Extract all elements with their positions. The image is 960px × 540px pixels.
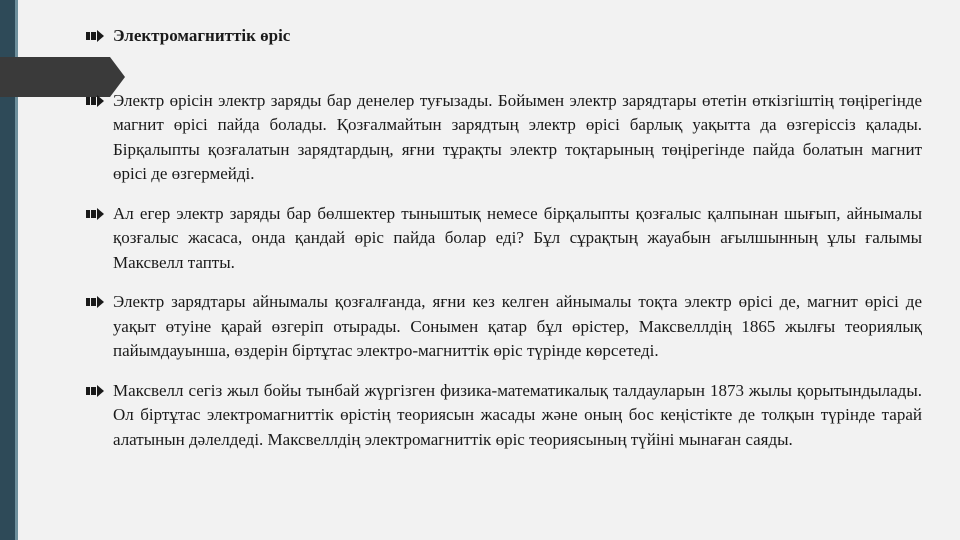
- slide-title-row: [86, 24, 922, 49]
- paragraph-text: Ал егер электр заряды бар бөлшектер тыныштық немесе бірқалыпты қозғалыс қалпынан шығып, айнымалы қозғалыс жасаса, онда қандай өріс пайда болар еді? Бұл сұрақтың жауабын ағылшынның ұлы ғалымы Максвелл тапты.: [113, 203, 922, 272]
- paragraph-3: [86, 290, 922, 364]
- paragraph-2: [86, 202, 922, 276]
- paragraph-text: Максвелл сегіз жыл бойы тынбай жүргізген физика-математикалық талдауларын 1873 жылы қорытындылады. Ол біртұтас электромагниттік өрістің теориясын жасады және оның бос кеңістікте де толқын түрінде тарай алатынын дәлелдеді. Максвеллдің электромагниттік өріс теориясының түйіні мынаған саяды.: [113, 380, 922, 449]
- arrow-bullet-icon: [86, 295, 104, 309]
- arrow-bullet-icon: [86, 384, 104, 398]
- slide-content: [86, 24, 922, 467]
- paragraph-text: Электр зарядтары айнымалы қозғалғанда, яғни кез келген айнымалы тоқта электр өрісі де, магнит өрісі де уақыт өтуіне қарай өзгеріп отырады. Сонымен қатар бұл өрістер, Максвеллдің 1865 жылғы теориялық пайымдауынша, өздерін біртұтас электро-магниттік өріс түрінде көрсетеді.: [113, 292, 922, 360]
- arrow-bullet-icon: [86, 29, 104, 43]
- arrow-bullet-icon: [86, 94, 104, 108]
- slide-title: Электромагниттік өріс: [113, 26, 291, 45]
- paragraph-4: [86, 379, 922, 453]
- paragraph-text: Электр өрісін электр заряды бар денелер туғызады. Бойымен электр зарядтары өтетін өткізгіштің төңірегінде магнит өрісі пайда болады. Қозғалмайтын зарядтың электр өрісі барлық уақытта да өзгеріссіз қалады. Бірқалыпты қозғалатын зарядтардың, яғни тұрақты электр тоқтарының төңірегінде пайда болатын магнит өрісі де өзгермейді.: [113, 90, 922, 183]
- paragraph-1: [86, 89, 922, 187]
- arrow-bullet-icon: [86, 207, 104, 221]
